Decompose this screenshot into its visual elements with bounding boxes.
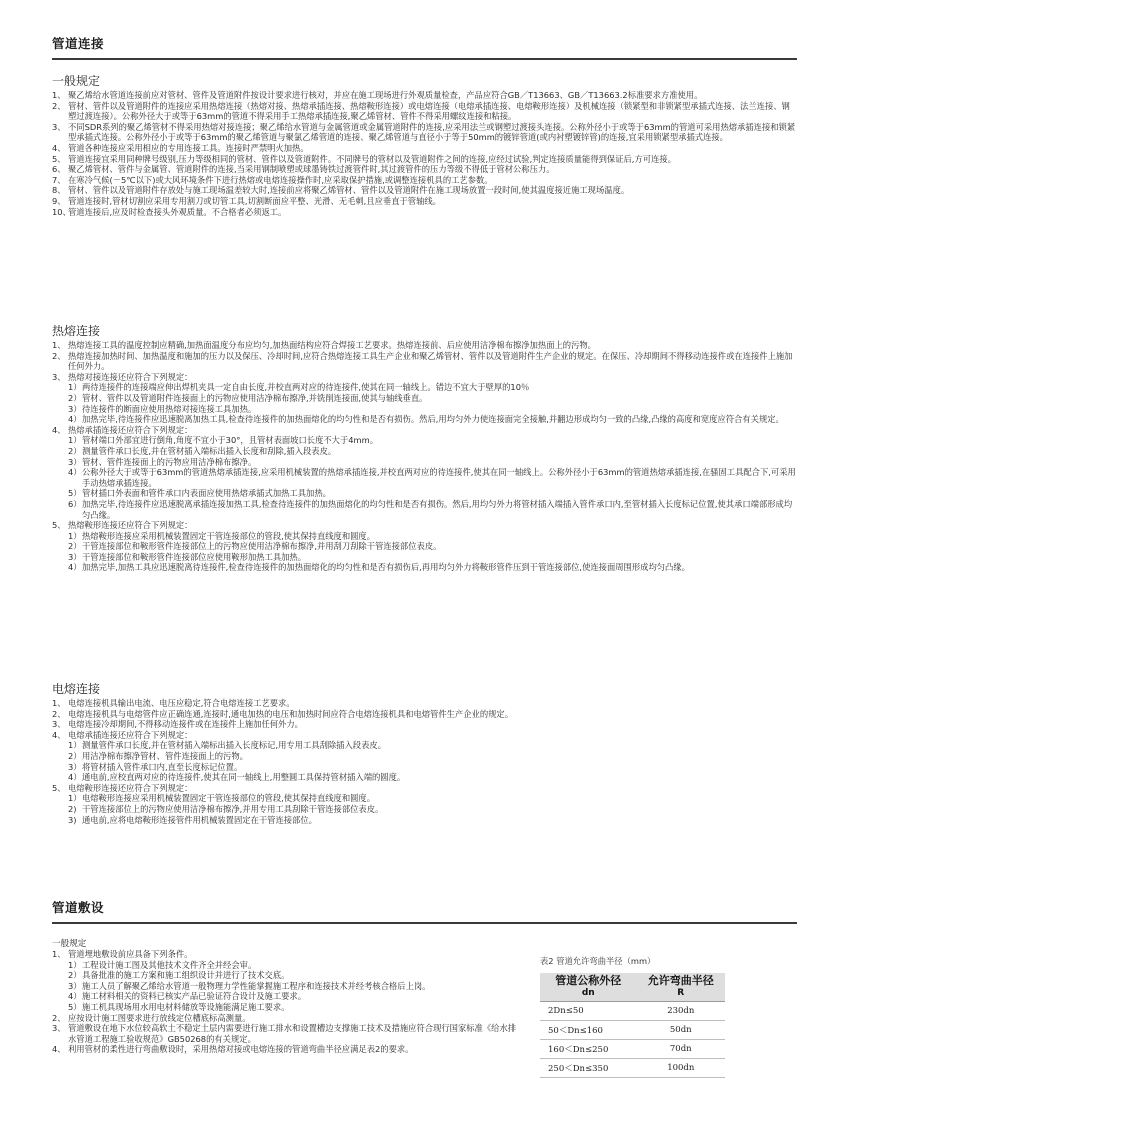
sub-item-number: 3）	[68, 456, 82, 467]
sub-list-item	[52, 991, 522, 1002]
table-header-row	[540, 973, 725, 1002]
sub-item-text: 电熔鞍形连接应采用机械装置固定干管连接部位的管段,使其保持直线度和圆度。	[82, 793, 376, 804]
list-item	[52, 520, 797, 531]
table-header-radius	[637, 973, 725, 1002]
sub-item-number: 3）	[68, 761, 82, 772]
sub-item-text: 干管连接部位和鞍形管件连接部位上的污物应使用洁净棉布擦净,并用刮刀刮除干管连接部位表皮。	[82, 541, 442, 552]
sub-list-item	[52, 960, 522, 971]
sub-item-number: 2）	[68, 392, 82, 403]
sub-item-number: 6）	[68, 498, 82, 509]
item-text: 电熔鞍形连接还应符合下列规定：	[68, 782, 193, 793]
sub-item-text: 管材插口外表面和管件承口内表面应使用热熔承插式加热工具加热。	[82, 488, 331, 499]
list-item	[52, 719, 797, 730]
item-text: 聚乙烯给水管道连接前应对管材、管件及管道附件按设计要求进行核对，并应在施工现场进行外观质量检查，产品应符合GB／T13663、GB／T13663.2标准要求方准使用。	[68, 90, 703, 100]
item-number: 2、	[52, 708, 66, 719]
item-text: 管道连接时,管材切割应采用专用割刀或切管工具,切割断面应平整、光滑、无毛刺,且应垂直于管轴线。	[68, 195, 441, 206]
sub-list-item	[52, 1002, 522, 1013]
subsection-general	[52, 72, 797, 217]
list-item	[52, 90, 797, 101]
sub-list-item	[52, 740, 797, 751]
sub-list-item	[52, 772, 797, 783]
sub-item-text: 待连接件的断面应使用热熔对接连接工具加热。	[82, 403, 257, 414]
sub-item-number: 1）	[68, 382, 82, 393]
sub-item-text: 测量管件承口长度,并在管材插入端标出插入长度标记,用专用工具刮除插入段表皮。	[82, 740, 386, 751]
sub-item-number: 2）	[68, 970, 82, 981]
list-item	[52, 196, 797, 207]
item-number: 1、	[52, 698, 66, 708]
list-item	[52, 207, 797, 218]
sub-item-number: 2)	[68, 803, 77, 814]
sub-list-item	[52, 382, 797, 393]
item-number: 3、	[52, 1023, 66, 1034]
sub-item-text: 管材、管件连接面上的污物应用洁净棉布擦净。	[82, 456, 257, 467]
list-item	[52, 351, 797, 372]
subsection-laying-general	[52, 937, 522, 1055]
item-text: 电熔连接冷却期间,不得移动连接件或在连接件上施加任何外力。	[68, 719, 303, 730]
item-text: 管材、管件以及管道附件存放处与施工现场温差较大时,连接前应将聚乙烯管材、管件以及管道附件在施工现场放置一段时间,使其温度接近施工现场温度。	[68, 185, 630, 196]
sub-item-text: 施工材料相关的资料已核实产品已验证符合设计及施工要求。	[82, 991, 307, 1002]
header-unit: dn	[581, 988, 595, 998]
list-item	[52, 185, 797, 196]
sub-item-text: 工程设计施工图及其他技术文件齐全并经会审。	[82, 959, 257, 970]
list-item	[52, 101, 797, 122]
item-text: 管道埋地敷设前应具备下列条件。	[68, 949, 193, 959]
table-row	[540, 1021, 725, 1040]
item-text: 管道敷设在地下水位较高软土不稳定土层内需要进行施工排水和设置槽边支撑施工技术及措施应符合现行国家标准《给水排水管道工程施工验收规范》GB50268的有关规定。	[68, 1023, 517, 1044]
sub-item-text: 干管连接部位和鞍形管件连接部位应使用鞍形加热工具加热。	[82, 551, 307, 562]
sub-item-number: 1）	[68, 959, 82, 970]
item-number: 5、	[52, 153, 66, 164]
sub-list-item	[52, 815, 797, 826]
sub-item-number: 2）	[68, 445, 82, 456]
item-number: 5、	[52, 520, 66, 531]
general-list	[52, 90, 797, 217]
item-number: 1、	[52, 949, 66, 959]
item-text: 热熔连接工具的温度控制应精确,加热面温度分布应均匀,加热面结构应符合焊接工艺要求。热熔连接前、后应使用洁净棉布擦净加热面上的污物。	[68, 340, 596, 350]
section-title: 管道连接	[52, 36, 105, 51]
list-item	[52, 1044, 522, 1055]
sub-item-number: 1）	[68, 530, 82, 541]
item-number: 3、	[52, 719, 66, 730]
item-text: 管道连接宜采用同种牌号级别,压力等级相同的管材、管件以及管道附件。不同牌号的管材以及管道附件之间的连接,应经过试验,判定连接质量能得到保证后,方可连接。	[68, 153, 676, 164]
item-text: 聚乙烯管材、管件与金属管、管道附件的连接,当采用钢制喷塑或球墨铸铁过渡管件时,其过渡管件的压力等级不得低于管材公称压力。	[68, 164, 555, 175]
sub-item-number: 3)	[68, 814, 77, 825]
cell-dn: 160＜Dn≤250	[540, 1040, 637, 1059]
cell-dn: 50＜Dn≤160	[540, 1021, 637, 1040]
sub-item-number: 4）	[68, 562, 82, 573]
sub-item-text: 施工机具现场用水用电材料储放等设施能满足施工要求。	[82, 1001, 290, 1012]
sub-list-item	[52, 541, 797, 552]
list-item	[52, 949, 522, 960]
sub-item-text: 干管连接部位上的污物应使用洁净棉布擦净,并用专用工具刮除干管连接部位表皮。	[82, 803, 384, 814]
sub-list-item	[52, 531, 797, 542]
sub-item-text: 测量管件承口长度,并在管材插入端标出插入长度和刮除,插入段表皮。	[82, 445, 337, 456]
sub-list-item	[52, 414, 797, 425]
list-item	[52, 698, 797, 709]
header-unit: R	[677, 988, 685, 998]
sub-item-text: 两待连接件的连接端应伸出焊机夹具一定自由长度,并校直两对应的待连接件,使其在同一轴线上。错边不宜大于壁厚的10％	[82, 382, 530, 393]
bend-radius-table	[540, 973, 725, 1078]
cell-radius: 100dn	[637, 1059, 725, 1078]
item-number: 6、	[52, 164, 66, 175]
cell-dn: 250＜Dn≤350	[540, 1059, 637, 1078]
item-number: 5、	[52, 782, 66, 793]
item-number: 10、	[52, 206, 71, 217]
item-number: 4、	[52, 1044, 66, 1055]
list-item	[52, 730, 797, 741]
sub-item-number: 1）	[68, 435, 82, 446]
sub-item-number: 4）	[68, 991, 82, 1002]
sub-list-item	[52, 751, 797, 762]
sub-list-item	[52, 970, 522, 981]
list-item	[52, 1023, 522, 1044]
item-number: 4、	[52, 729, 66, 740]
table-row	[540, 1040, 725, 1059]
sub-item-text: 将管材插入管件承口内,直至长度标记位置。	[82, 761, 243, 772]
sub-item-number: 3）	[68, 980, 82, 991]
sub-list-item	[52, 762, 797, 773]
subsection-hot-melt	[52, 322, 797, 573]
item-number: 4、	[52, 424, 66, 435]
sub-list-item	[52, 488, 797, 499]
item-number: 1、	[52, 340, 66, 350]
item-number: 7、	[52, 174, 66, 185]
sub-list-item	[52, 446, 797, 457]
table-row	[540, 1059, 725, 1078]
sub-item-text: 公称外径大于或等于63mm的管道热熔承插连接,应采用机械装置的热熔承插连接,并校直两对应的待连接件,使其在同一轴线上。公称外径小于63mm的管道热熔承插连接,在骚固工具配合下,可采用手动热熔承插连接。	[82, 467, 796, 488]
item-text: 热熔连接加热时间、加热温度和施加的压力以及保压、冷却时间,应符合热熔连接工具生产企业和聚乙烯管材、管件以及管道附件生产企业的规定。在保压、冷却期间不得移动连接件或在连接件上施加任何外力。	[68, 350, 793, 372]
list-item	[52, 340, 797, 351]
item-text: 热熔承插连接还应符合下列规定：	[68, 424, 193, 435]
item-text: 利用管材的柔性进行弯曲敷设时，采用热熔对接或电熔连接的管道弯曲半径应满足表2的要求。	[68, 1044, 414, 1055]
item-text: 电熔承插连接还应符合下列规定：	[68, 729, 193, 740]
item-number: 1、	[52, 90, 66, 100]
hot-melt-list	[52, 340, 797, 573]
sub-item-number: 2）	[68, 750, 82, 761]
sub-list-item	[52, 499, 797, 520]
item-number: 8、	[52, 185, 66, 196]
item-text: 电熔连接机具输出电流、电压应稳定,符合电熔连接工艺要求。	[68, 698, 295, 708]
sub-list-item	[52, 981, 522, 992]
cell-dn: 2Dn≤50	[540, 1002, 637, 1021]
table-caption: 表2 管道允许弯曲半径（mm）	[540, 956, 656, 966]
item-text: 管道连接后,应及时检查接头外观质量。不合格者必须返工。	[68, 206, 287, 217]
list-item	[52, 1013, 522, 1024]
sub-list-item	[52, 393, 797, 404]
sub-item-number: 1）	[68, 793, 82, 804]
header-title: 管道公称外径	[555, 974, 622, 987]
list-item	[52, 709, 797, 720]
sub-item-text: 加热完毕,待连接件应迅速脱离加热工具,检查待连接件的加热面熔化的均匀性和是否有损伤。然后,用均匀外力使连接面完全接触,并翻边形成均匀一致的凸缘,凸缘的高度和宽度应符合有关规定。	[82, 414, 784, 425]
sub-item-number: 2）	[68, 541, 82, 552]
sub-item-text: 用洁净棉布擦净管材、管件连接面上的污物。	[82, 750, 248, 761]
list-item	[52, 154, 797, 165]
sub-item-number: 4）	[68, 414, 82, 425]
sub-item-text: 通电前,应将电熔鞍形连接管件用机械装置固定在干管连接部位。	[82, 814, 317, 825]
section-title: 管道敷设	[52, 900, 105, 915]
sub-item-text: 通电前,应校直两对应的待连接件,使其在同一轴线上,用整圆工具保持管材插入端的圆度。	[82, 772, 406, 783]
item-text: 热熔鞍形连接还应符合下列规定：	[68, 520, 193, 531]
table-header-dn	[540, 973, 637, 1002]
sub-item-text: 管材端口外部宜进行倒角,角度不宜小于30°，且管材表面坡口长度不大于4mm。	[82, 435, 378, 446]
sub-list-item	[52, 404, 797, 415]
sub-item-number: 5）	[68, 1001, 82, 1012]
section-divider	[52, 58, 797, 60]
item-text: 热熔对接连接还应符合下列规定：	[68, 371, 193, 382]
cell-radius: 50dn	[637, 1021, 725, 1040]
sub-item-text: 管材、管件以及管道附件连接面上的污物应使用洁净棉布擦净,并铣削连接面,使其与轴线垂直。	[82, 392, 428, 403]
subsection-title: 热熔连接	[52, 324, 101, 338]
cell-radius: 70dn	[637, 1040, 725, 1059]
item-text: 管材、管件以及管道附件的连接应采用热熔连接（热熔对接、热熔承插连接、热熔鞍形连接）或电熔连接（电熔承插连接、电熔鞍形连接）及机械连接（锁紧型和非锁紧型承插式连接、法兰连接、钢塑过渡连接）。公称外径大于或等于63mm的管道不得采用手工热熔承插连接,聚乙烯管材、管件不得采用螺纹连接和粘接。	[68, 100, 790, 122]
list-item	[52, 164, 797, 175]
sub-item-text: 具备批准的施工方案和施工组织设计并进行了技术交底。	[82, 970, 290, 981]
list-item	[52, 372, 797, 383]
subsection-title: 一般规定	[52, 939, 87, 949]
cell-radius: 230dn	[637, 1002, 725, 1021]
sub-item-text: 加热完毕,加热工具应迅速脱离待连接件,检查待连接件的加热面熔化的均匀性和是否有损伤后,再用均匀外力将鞍形管件压到干管连接部位,使连接面周围形成均匀凸缘。	[82, 562, 690, 573]
subsection-title: 电熔连接	[52, 682, 101, 696]
sub-list-item	[52, 457, 797, 468]
sub-item-number: 3）	[68, 403, 82, 414]
item-number: 9、	[52, 195, 66, 206]
laying-list	[52, 949, 522, 1055]
item-text: 管道各种连接应采用相应的专用连接工具。连接时严禁明火加热。	[68, 142, 309, 153]
bend-radius-table-block	[540, 955, 725, 1078]
sub-item-number: 4）	[68, 772, 82, 783]
sub-list-item	[52, 435, 797, 446]
item-number: 2、	[52, 350, 66, 361]
subsection-title: 一般规定	[52, 74, 101, 88]
list-item	[52, 425, 797, 436]
sub-list-item	[52, 793, 797, 804]
table-row	[540, 1002, 725, 1021]
item-text: 应按设计施工图要求进行放线定位槽底标高测量。	[68, 1012, 251, 1023]
item-number: 2、	[52, 100, 66, 111]
sub-item-number: 5）	[68, 488, 82, 499]
item-number: 4、	[52, 142, 66, 153]
section-divider	[52, 922, 797, 924]
list-item	[52, 175, 797, 186]
item-text: 电熔连接机具与电熔管件应正确连通,连接时,通电加热的电压和加热时间应符合电熔连接机具和电熔管件生产企业的规定。	[68, 708, 514, 719]
item-text: 在寒冷气候(－5℃以下)或大风环境条件下进行热熔或电熔连接操作时,应采取保护措施,或调整连接机具的工艺参数。	[68, 174, 493, 185]
sub-item-number: 3）	[68, 551, 82, 562]
sub-item-number: 4）	[68, 467, 82, 478]
list-item	[52, 122, 797, 143]
section-header-laying	[52, 898, 797, 924]
section-header-connection	[52, 34, 797, 60]
list-item	[52, 143, 797, 154]
item-number: 3、	[52, 371, 66, 382]
sub-item-number: 1）	[68, 740, 82, 751]
header-title: 允许弯曲半径	[647, 974, 714, 987]
sub-item-text: 加热完毕,待连接件应迅速脱离承插连接加热工具,检查待连接件的加热面熔化的均匀性和是否有损伤。然后,用均匀外力将管材插入端插入管件承口内,至管材插入长度标记位置,使其承口端部形成均匀凸缘。	[82, 498, 793, 520]
item-number: 2、	[52, 1012, 66, 1023]
sub-item-text: 施工人员了解聚乙烯给水管道一般物理力学性能掌握施工程序和连接技术并经考核合格后上岗。	[82, 980, 431, 991]
sub-list-item	[52, 562, 797, 573]
subsection-electrofusion	[52, 680, 797, 825]
sub-list-item	[52, 804, 797, 815]
electrofusion-list	[52, 698, 797, 825]
sub-list-item	[52, 467, 797, 488]
list-item	[52, 783, 797, 794]
sub-item-text: 热熔鞍形连接应采用机械装置固定干管连接部位的管段,使其保持直线度和圆度。	[82, 530, 376, 541]
sub-list-item	[52, 552, 797, 563]
item-number: 3、	[52, 121, 66, 132]
item-text: 不同SDR系列的聚乙烯管材不得采用热熔对接连接；聚乙烯给水管道与金属管道或金属管道附件的连接,应采用法兰或钢塑过渡接头连接。公称外径小于或等于63mm的管道可采用热熔承插连接和锁紧型承插式连接。公称外径小于或等于63mm的聚乙烯管道与聚氯乙烯管道的连接、聚乙烯管道与直径小于等于50mm的镀锌管道(或内衬塑镀锌管)的连接,宜采用锁紧型承插式连接。	[68, 121, 796, 143]
